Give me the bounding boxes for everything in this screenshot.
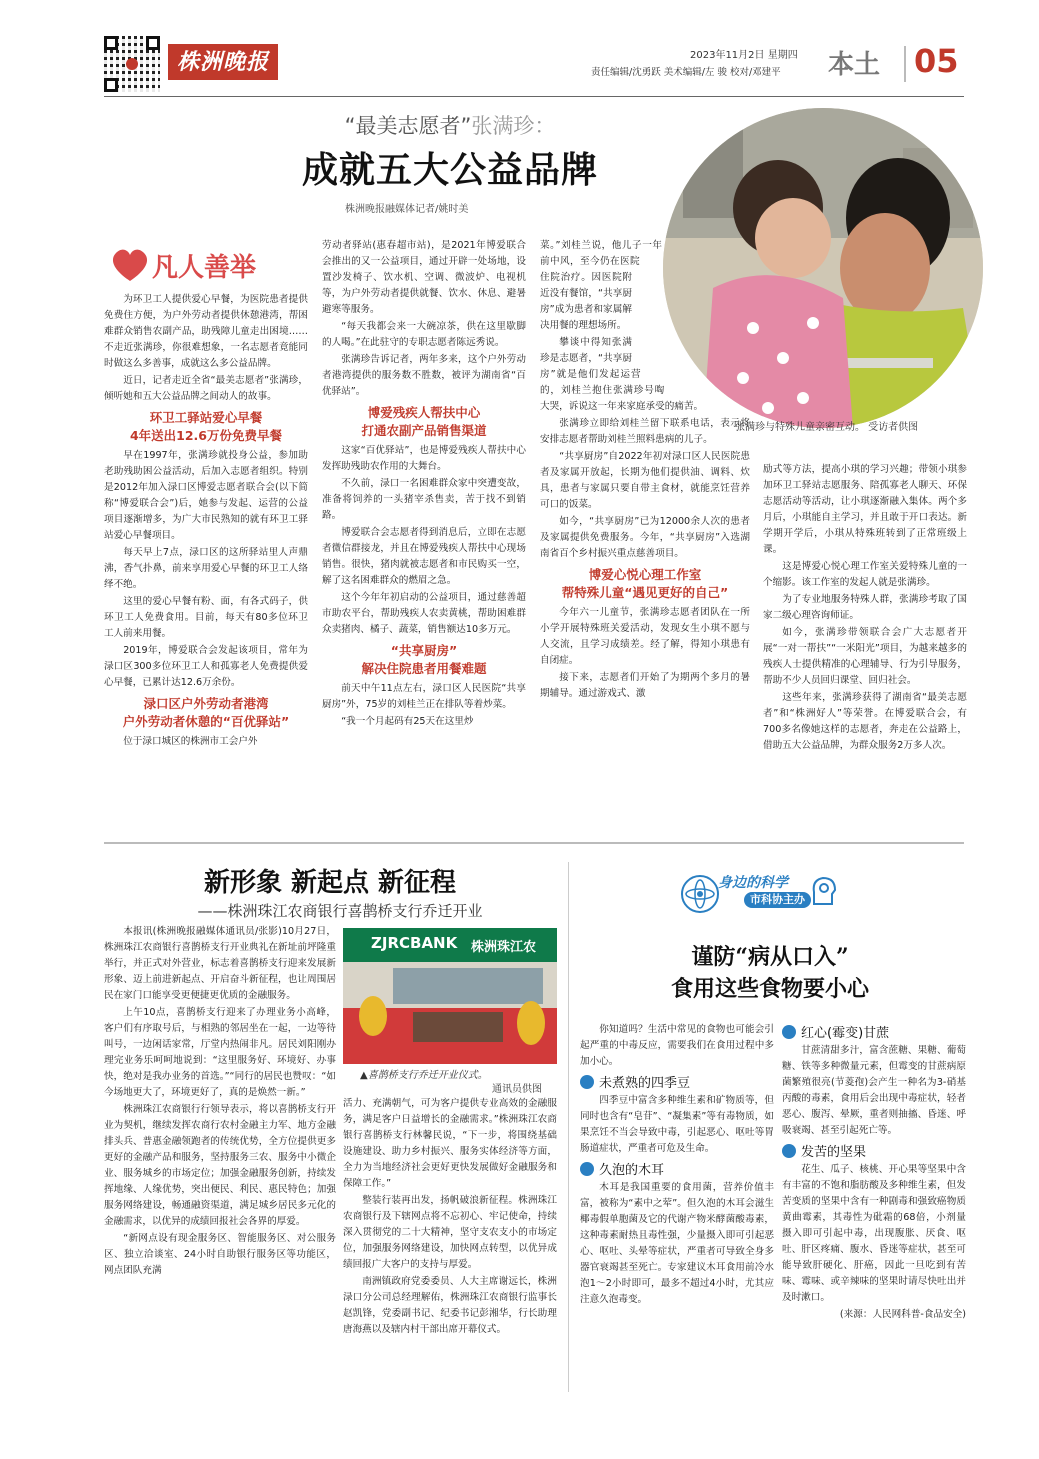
editor-credits: 责任编辑/沈勇跃 美术编辑/左 骏 校对/邓建平 <box>591 67 781 78</box>
paragraph: 菜。”刘桂兰说，他儿子一年前中风，至今仍在医院住院治疗。因医院附近没有餐馆，“共享厨房”成为患者和家属解决用餐的理想场所。 <box>540 240 662 331</box>
story1-byline: 株洲晚报融媒体记者/姚时美 <box>345 204 469 215</box>
header-rule <box>104 96 964 97</box>
atom-icon <box>680 874 720 914</box>
column-badge <box>110 245 290 285</box>
science-logo <box>680 870 840 918</box>
paragraph: 如今，张满珍带领联合会广大志愿者开展“一对一帮扶”“一米阳光”项目，为越来越多的残疾人士提供精准的心理辅导、行为引导服务，帮助不少人员回归课堂、回归社会。 <box>763 627 967 686</box>
paragraph: “每天我都会来一大碗凉茶，供在这里歇脚的人喝。”在此驻守的专职志愿者陈远秀说。 <box>322 321 526 348</box>
bullet-icon <box>580 1075 594 1089</box>
story1-column-3 <box>540 238 750 822</box>
kicker-prefix: “最美志愿者” <box>344 114 472 138</box>
paragraph: 四季豆中富含多种维生素和矿物质等，但同时也含有“皂苷”、“凝集素”等有毒物质，如果烹饪不当会导致中毒，引起恶心、呕吐等胃肠道症状，严重者可危及生命。 <box>580 1095 774 1154</box>
food-heading: 发苦的坚果 <box>782 1141 966 1160</box>
story1-column-4 <box>763 462 967 822</box>
bullet-icon <box>782 1025 796 1039</box>
subheading: 博爱心悦心理工作室 帮特殊儿童“遇见更好的自己” <box>561 567 729 600</box>
badge-label: 凡人善举 <box>152 253 257 283</box>
subheading: “共享厨房” 解决住院患者用餐难题 <box>361 643 487 676</box>
header-divider <box>904 46 906 82</box>
paragraph: “我一个月起码有25天在这里炒 <box>341 716 474 727</box>
paragraph: “新网点设有现金服务区、智能服务区、对公服务区、独立洽谈室、24小时自助银行服务区等功能区，网点团队充满 <box>104 1233 336 1276</box>
photo-wrap-spacer <box>632 238 750 398</box>
story2-subtitle: ——株洲珠江农商银行喜鹊桥支行乔迁开业 <box>197 902 483 920</box>
story3-column-1 <box>580 1022 774 1394</box>
bank-sign-cn: 株洲珠江农 <box>471 940 537 955</box>
paragraph: 你知道吗？生活中常见的食物也可能会引起严重的中毒反应，需要我们在食用过程中多加小心。 <box>580 1024 774 1067</box>
paragraph: 接下来，志愿者们开始了为期两个多月的暑期辅导。通过游戏式、激 <box>540 672 750 699</box>
paragraph: 整装行装再出发，扬帆破浪新征程。株洲珠江农商银行及下辖网点将不忘初心、牢记使命，持续深入贯彻党的二十大精神，坚守支农支小的市场定位，加强服务网络建设，加快网点转型，以优异成绩回报广大客户的支持与厚爱。 <box>343 1195 557 1270</box>
paragraph: 早在1997年，张满珍就投身公益，参加助老助残助困公益活动，后加入志愿者组织。特别是2012年加入渌口区博爱志愿者联合会(以下简称“博爱联合会”)后，她参与发起、运营的公益项目逐渐增多，为广大市民熟知的就有环卫工驿站爱心早餐项目。 <box>104 450 308 541</box>
paragraph: 上午10点，喜鹊桥支行迎来了办理业务小高峰，客户们有序取号后，与相熟的邻居坐在一起，一边等待叫号，一边闲话家常，厅堂内热闹非凡。居民刘阳刚办理完业务乐呵呵地说到：“这里服务好、环境好、办事快，绝对是我办业务的首选。”“同行的居民也赞叹：“如今场地更大了，环境更好了，真的是焕然一新。” <box>104 1007 336 1098</box>
story3-title-line2: 食用这些食物要小心 <box>670 976 869 1002</box>
bullet-icon <box>782 1144 796 1158</box>
story3-title-line1: 谨防“病从口入” <box>691 944 849 970</box>
paragraph: 每天早上7点，渌口区的这所驿站里人声鼎沸，香气扑鼻，前来享用爱心早餐的环卫工人络绎不绝。 <box>104 547 308 590</box>
qr-code[interactable] <box>104 36 160 92</box>
paragraph: “共享厨房”自2022年初对渌口区人民医院患者及家属开放起，长期为他们提供油、调料、炊具，患者与家属只要自带主食材，就能烹饪营养可口的饭菜。 <box>540 451 750 510</box>
food-heading: 未煮熟的四季豆 <box>580 1072 774 1091</box>
story1-column-1 <box>104 292 308 822</box>
bullet-icon <box>580 1162 594 1176</box>
paragraph: 励式等方法，提高小琪的学习兴趣；带领小琪参加环卫工驿站志愿服务、陪孤寡老人聊天、环保志愿活动等活动，让小琪逐渐融入集体。两个多月后，小琪能自主学习，并且敢于开口表达。新学期开学后，小琪从特殊班转到了正常班级上课。 <box>763 464 967 555</box>
paragraph: 这是博爱心悦心理工作室关爱特殊儿童的一个缩影。该工作室的发起人就是张满珍。 <box>763 561 967 588</box>
paragraph: 近日，记者走近全省“最美志愿者”张满珍，倾听她和五大公益品牌之间动人的故事。 <box>104 375 308 402</box>
page-number: 05 <box>914 42 959 80</box>
paragraph: 如今，“共享厨房”已为12000余人次的患者及家属提供免费服务。今年，“共享厨房”入选湖南省百个乡村振兴重点慈善项目。 <box>540 516 750 559</box>
paragraph: 活力、充满朝气，可为客户提供专业高效的金融服务，满足客户日益增长的金融需求。”株洲珠江农商银行喜鹊桥支行林馨民说，“下一步，将围绕基础设施建设、助力乡村振兴、服务实体经济等方面，全力为当地经济社会更好更快发展做好金融服务和保障工作。” <box>343 1098 557 1189</box>
subheading: 渌口区户外劳动者港湾 户外劳动者休憩的“百优驿站” <box>122 696 290 729</box>
section-name: 本土 <box>828 50 881 80</box>
paragraph: 株洲珠江农商银行行领导表示，将以喜鹊桥支行开业为契机，继续发挥农商行农村金融主力军、地方金融排头兵、普惠金融领跑者的传统优势，全方位提供更多更好的金融产品和服务，坚持服务三农、服务中小微企业、服务城乡的市场定位；加强金融服务创新，持续发挥地缘、人缘优势，突出便民、利民、惠民特色；加强服务网络建设，畅通融资渠道，满足城乡居民多元化的金融需求，以优异的成绩回报社会各界的厚爱。 <box>104 1104 336 1227</box>
food-heading: 红心(霉变)甘蔗 <box>782 1022 966 1041</box>
section-divider <box>104 842 964 844</box>
paragraph: 这家“百优驿站”，也是博爱残疾人帮扶中心发挥助残助农作用的大舞台。 <box>322 445 526 472</box>
bank-sign-en: ZJRCBANK <box>371 934 458 952</box>
paragraph: 2019年，博爱联合会发起该项目，常年为渌口区300多位环卫工人和孤寡老人免费提供爱心早餐，已累计达12.6万余份。 <box>104 645 308 688</box>
subheading: 环卫工驿站爱心早餐 4年送出12.6万份免费早餐 <box>129 410 283 443</box>
head-gear-icon <box>808 874 838 908</box>
paragraph: 攀谈中得知张满珍是志愿者，“共享厨房”就是他们发起运营的，刘桂兰抱住张满珍号啕大哭，诉说这一年来家庭承受的痛苦。 <box>540 337 704 412</box>
story-divider-vertical <box>568 862 569 1392</box>
paragraph: 木耳是我国重要的食用菌，营养价值丰富，被称为“素中之荤”。但久泡的木耳会滋生椰毒假单胞菌及它的代谢产物米酵菌酸毒素，这种毒素耐热且毒性强，少量摄入即可引起恶心、呕吐、头晕等症状，严重者可导致全身多器官衰竭甚至死亡。专家建议木耳食用前冷水泡1～2小时即可，最多不超过4小时，尤其应注意久泡毒变。 <box>580 1182 774 1305</box>
paragraph: 这个今年年初启动的公益项目，通过慈善超市助农平台，帮助残疾人农卖黄桃，帮助困难群众卖猪肉、橘子、蔬菜，销售额达10多万元。 <box>322 592 526 635</box>
paragraph: 这里的爱心早餐有粉、面，有各式码子，供环卫工人免费食用。目前，每天有80多位环卫工人前来用餐。 <box>104 596 308 639</box>
source-note: (来源：人民网科普-食品安全) <box>839 1309 966 1320</box>
subheading: 博爱残疾人帮扶中心 打通农副产品销售渠道 <box>361 405 487 438</box>
story1-kicker <box>240 110 660 140</box>
paragraph: 位于渌口城区的株洲市工会户外 <box>123 736 258 747</box>
paragraph: 劳动者驿站(惠春超市站)，是2021年博爱联合会推出的又一公益项目，通过开辟一处场地，设置沙发椅子、饮水机、空调、微波炉、电视机等，为户外劳动者提供就餐、饮水、休息、避暑避寒等服务。 <box>322 240 526 315</box>
paragraph: 前天中午11点左右，渌口区人民医院“共享厨房”外，75岁的刘桂兰正在排队等着炒菜。 <box>322 683 526 710</box>
story1-title: 成就五大公益品牌 <box>301 150 598 191</box>
paragraph: 南洲镇政府党委委员、人大主席谢远长，株洲渌口分公司总经理解佑，株洲珠江农商银行监事长赵凯锋，党委副书记、纪委书记彭湘华，行长助理唐海燕以及辖内村干部出席开幕仪式。 <box>343 1276 557 1335</box>
paragraph: 为了专业地服务特殊人群，张满珍考取了国家二级心理咨询师证。 <box>763 594 967 621</box>
story1-photo-caption: 张满珍与特殊儿童亲密互动。 受访者供图 <box>735 422 919 433</box>
issue-date: 2023年11月2日 星期四 <box>690 50 798 61</box>
paragraph: 花生、瓜子、核桃、开心果等坚果中含有丰富的不饱和脂肪酸及多种维生素，但发苦变质的坚果中含有一种剧毒和强致癌物质黄曲霉素，其毒性为砒霜的68倍，小剂量摄入即可引起中毒，出现腹胀、厌食、呕吐、肝区疼痛、腹水、昏迷等症状，甚至可能导致肝硬化、肝癌，因此一旦吃到有苦味、霉味、或辛辣味的坚果时请尽快吐出并及时漱口。 <box>782 1164 966 1303</box>
kicker-name: 张满珍： <box>471 114 556 138</box>
food-heading: 久泡的木耳 <box>580 1159 774 1178</box>
paragraph: 这些年来，张满珍获得了湖南省“最美志愿者”和“株洲好人”等荣誉。在博爱联合会，有700多名像她这样的志愿者，奔走在公益路上，借助五大公益品牌，为群众服务2万多人次。 <box>763 692 967 751</box>
story3-column-2 <box>782 1022 966 1394</box>
paragraph: 张满珍告诉记者，两年多来，这个户外劳动者港湾提供的服务数不胜数，被评为湖南省“百优驿站”。 <box>322 354 526 397</box>
paragraph: 甘蔗清甜多汁，富含蔗糖、果糖、葡萄糖、铁等多种微量元素，但霉变的甘蔗病原菌繁殖很亮(节菱孢)会产生一种名为3-硝基丙酸的毒素，食用后会出现中毒症状，轻者恶心、腹泻、晕厥，重者则抽搐、昏迷、呼吸衰竭、甚至引起死亡等。 <box>782 1045 966 1136</box>
story2-title: 新形象 新起点 新征程 <box>203 868 457 898</box>
paragraph: 为环卫工人提供爱心早餐，为医院患者提供免费住方便，为户外劳动者提供休憩港湾，帮困难群众销售农副产品，助残障儿童走出困境……不走近张满珍，你很难想象，一名志愿者竟能同时做这么多善事，成就这么多公益品牌。 <box>104 294 308 369</box>
heart-icon <box>110 247 150 283</box>
paragraph: 本报讯(株洲晚报融媒体通讯员/张影)10月27日，株洲珠江农商银行喜鹊桥支行开业典礼在新址前坪隆重举行，并正式对外营业，标志着喜鹊桥支行迎来发展新形象、迈上前进新起点、开启奋斗新征程，也让周围居民在家门口能享受更便捷更优质的金融服务。 <box>104 926 336 1001</box>
paragraph: 今年六一儿童节，张满珍志愿者团队在一所小学开展特殊班关爱活动，发现女生小琪不愿与人交流，且学习成绩差。经了解，得知小琪患有自闭症。 <box>540 607 750 666</box>
paragraph: 张满珍立即给刘桂兰留下联系电话，表示将安排志愿者帮助刘桂兰照料患病的儿子。 <box>540 418 750 445</box>
story2-photo <box>343 928 557 1064</box>
paragraph: 博爱联合会志愿者得到消息后，立即在志愿者微信群接龙，并且在博爱残疾人帮扶中心现场销售。很快，猪肉就被志愿者和市民购买一空，解了这名困难群众的燃眉之急。 <box>322 527 526 586</box>
logo-line2: 市科协主办 <box>744 892 811 908</box>
story2-column-2 <box>343 1096 557 1392</box>
logo-line1: 身边的科学 <box>718 875 788 891</box>
story2-column-1 <box>104 924 336 1394</box>
story1-column-2 <box>322 238 526 822</box>
paragraph: 不久前，渌口一名困难群众家中突遭变故，准备将饲养的一头猪宰杀售卖，苦于找不到销路。 <box>322 478 526 521</box>
story2-photo-caption: ▲喜鹊桥支行乔迁开业仪式。 <box>360 1070 488 1081</box>
story2-photo-credit: 通讯员供图 <box>492 1084 542 1095</box>
newspaper-logo: 株洲晚报 <box>168 44 278 80</box>
